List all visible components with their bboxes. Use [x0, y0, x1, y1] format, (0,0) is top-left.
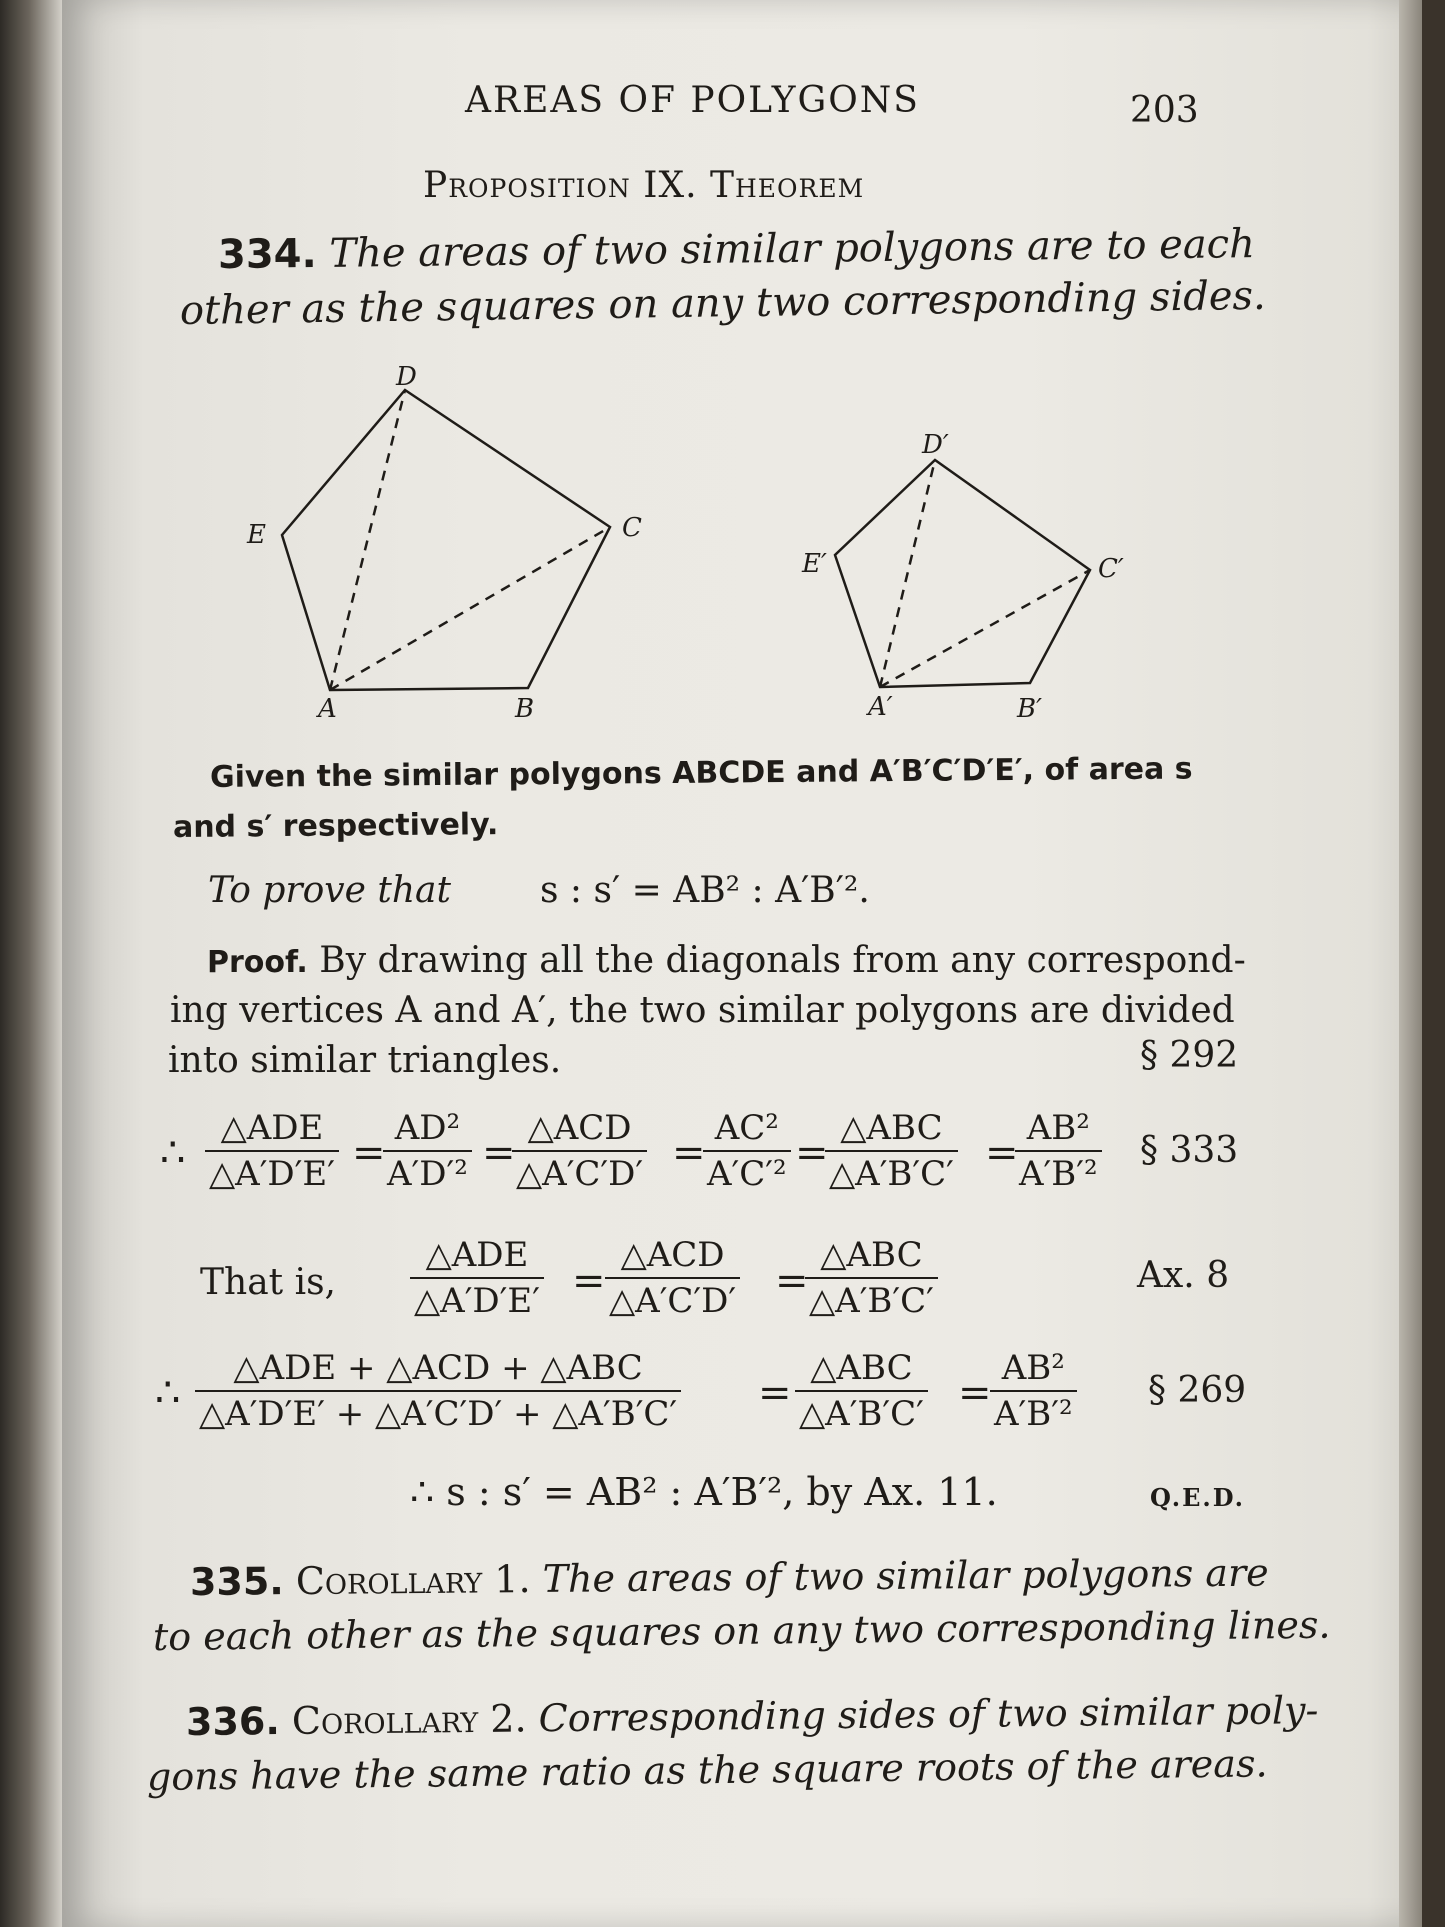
eq2-f2-denominator: △A′C′D′ — [609, 1281, 737, 1321]
eq1-fraction-3 — [512, 1108, 647, 1194]
label-C: C — [622, 513, 642, 543]
book-spine-shadow — [0, 0, 64, 1927]
label-C-prime: C′ — [1098, 554, 1124, 584]
eq1-f2-denominator: A′D′² — [387, 1154, 468, 1194]
eq1-fraction-2 — [383, 1108, 472, 1194]
proof-label: Proof. — [207, 945, 308, 980]
page-number: 203 — [1130, 90, 1199, 131]
eq2-label: That is, — [200, 1262, 337, 1303]
eq1-fraction-1 — [205, 1108, 339, 1194]
given-line-2: and s′ respectively. — [172, 807, 499, 845]
corollary-2-label: Corollary 2. — [291, 1696, 527, 1743]
corollary-1-label: Corollary 1. — [295, 1557, 531, 1604]
eq2-f3-denominator: △A′B′C′ — [809, 1281, 934, 1321]
qed-mark: Q.E.D. — [1150, 1483, 1246, 1512]
eq2-f3-numerator: △ABC — [820, 1235, 923, 1275]
eq3-reference: § 269 — [1148, 1370, 1247, 1411]
therefore-symbol: ∴ — [160, 1130, 186, 1176]
proof-line-2: ing vertices A and A′, the two similar polygons are divided — [170, 990, 1235, 1031]
label-A: A — [318, 694, 337, 724]
eq1-f1-denominator: △A′D′E′ — [209, 1154, 335, 1194]
eq1-f3-numerator: △ACD — [527, 1108, 632, 1148]
eq1-fraction-6 — [1015, 1108, 1102, 1194]
to-prove-label: To prove that — [208, 870, 451, 911]
theorem-text-1: The areas of two similar polygons are to each — [329, 221, 1256, 277]
eq1-reference: § 333 — [1140, 1130, 1239, 1171]
corollary-1-text: The areas of two similar polygons are — [542, 1550, 1269, 1601]
therefore-symbol-2: ∴ — [155, 1370, 181, 1416]
eq3-f2-denominator: △A′B′C′ — [799, 1394, 924, 1434]
theorem-line-2: other as the squares on any two corresponding sides. — [179, 272, 1267, 334]
corollary-2-text: Corresponding sides of two similar poly- — [538, 1688, 1319, 1741]
proof-line-3: into similar triangles. — [168, 1040, 562, 1081]
corollary-1-line-1 — [190, 1551, 1269, 1604]
eq3-f1-numerator: △ADE + △ACD + △ABC — [233, 1348, 643, 1388]
eq2-f2-numerator: △ACD — [620, 1235, 725, 1275]
theorem-number: 334. — [217, 230, 317, 278]
corollary-2-line-2: gons have the same ratio as the square roots of the areas. — [146, 1741, 1268, 1799]
eq1-f6-numerator: AB² — [1026, 1108, 1090, 1148]
eq1-f5-denominator: △A′B′C′ — [829, 1154, 954, 1194]
similar-pentagons-figure — [230, 365, 1130, 735]
eq2-fraction-2 — [605, 1235, 740, 1321]
proof-line-1 — [207, 940, 1246, 981]
label-A-prime: A′ — [868, 692, 893, 722]
proposition-heading: Proposition IX. Theorem — [423, 165, 865, 206]
eq1-fraction-5 — [825, 1108, 958, 1194]
eq1-fraction-4 — [703, 1108, 791, 1194]
label-B: B — [515, 694, 535, 724]
to-prove-statement: s : s′ = AB² : A′B′². — [540, 870, 870, 911]
eq1-f3-denominator: △A′C′D′ — [516, 1154, 644, 1194]
label-B-prime: B′ — [1017, 694, 1043, 724]
label-E-prime: E′ — [802, 549, 827, 579]
small-pentagon — [835, 460, 1090, 687]
eq2-f1-denominator: △A′D′E′ — [414, 1281, 540, 1321]
given-line-1: Given the similar polygons ABCDE and A′B′C′D′E′, of area s — [209, 751, 1193, 795]
eq1-f6-denominator: A′B′² — [1019, 1154, 1098, 1194]
eq2-f1-numerator: △ADE — [425, 1235, 529, 1275]
eq3-fraction-1 — [195, 1348, 681, 1434]
corollary-1-line-2: to each other as the squares on any two corresponding lines. — [152, 1602, 1331, 1659]
eq1-f2-numerator: AD² — [394, 1108, 461, 1148]
eq3-f2-numerator: △ABC — [810, 1348, 913, 1388]
eq1-f4-denominator: A′C′² — [707, 1154, 787, 1194]
label-D: D — [396, 365, 417, 392]
eq2-fraction-3 — [805, 1235, 938, 1321]
page-edge — [1399, 0, 1422, 1927]
proof-reference: § 292 — [1140, 1035, 1239, 1076]
eq3-f3-numerator: AB² — [1001, 1348, 1065, 1388]
conclusion-statement: ∴ s : s′ = AB² : A′B′², by Ax. 11. — [410, 1470, 998, 1514]
proof-text-1: By drawing all the diagonals from any correspond- — [319, 940, 1246, 981]
label-D-prime: D′ — [922, 430, 949, 460]
running-title: AREAS OF POLYGONS — [465, 80, 920, 121]
eq1-f4-numerator: AC² — [714, 1108, 779, 1148]
eq1-f1-numerator: △ADE — [220, 1108, 324, 1148]
corollary-2-number: 336. — [185, 1699, 280, 1744]
eq3-f3-denominator: A′B′² — [994, 1394, 1073, 1434]
large-pentagon — [282, 390, 610, 690]
eq2-fraction-1 — [410, 1235, 544, 1321]
eq3-fraction-2 — [795, 1348, 928, 1434]
label-E: E — [247, 520, 266, 550]
corollary-1-number: 335. — [189, 1559, 284, 1604]
eq3-f1-denominator: △A′D′E′ + △A′C′D′ + △A′B′C′ — [199, 1394, 678, 1434]
eq2-reference: Ax. 8 — [1137, 1255, 1230, 1296]
eq3-fraction-3 — [990, 1348, 1077, 1434]
eq1-f5-numerator: △ABC — [840, 1108, 943, 1148]
